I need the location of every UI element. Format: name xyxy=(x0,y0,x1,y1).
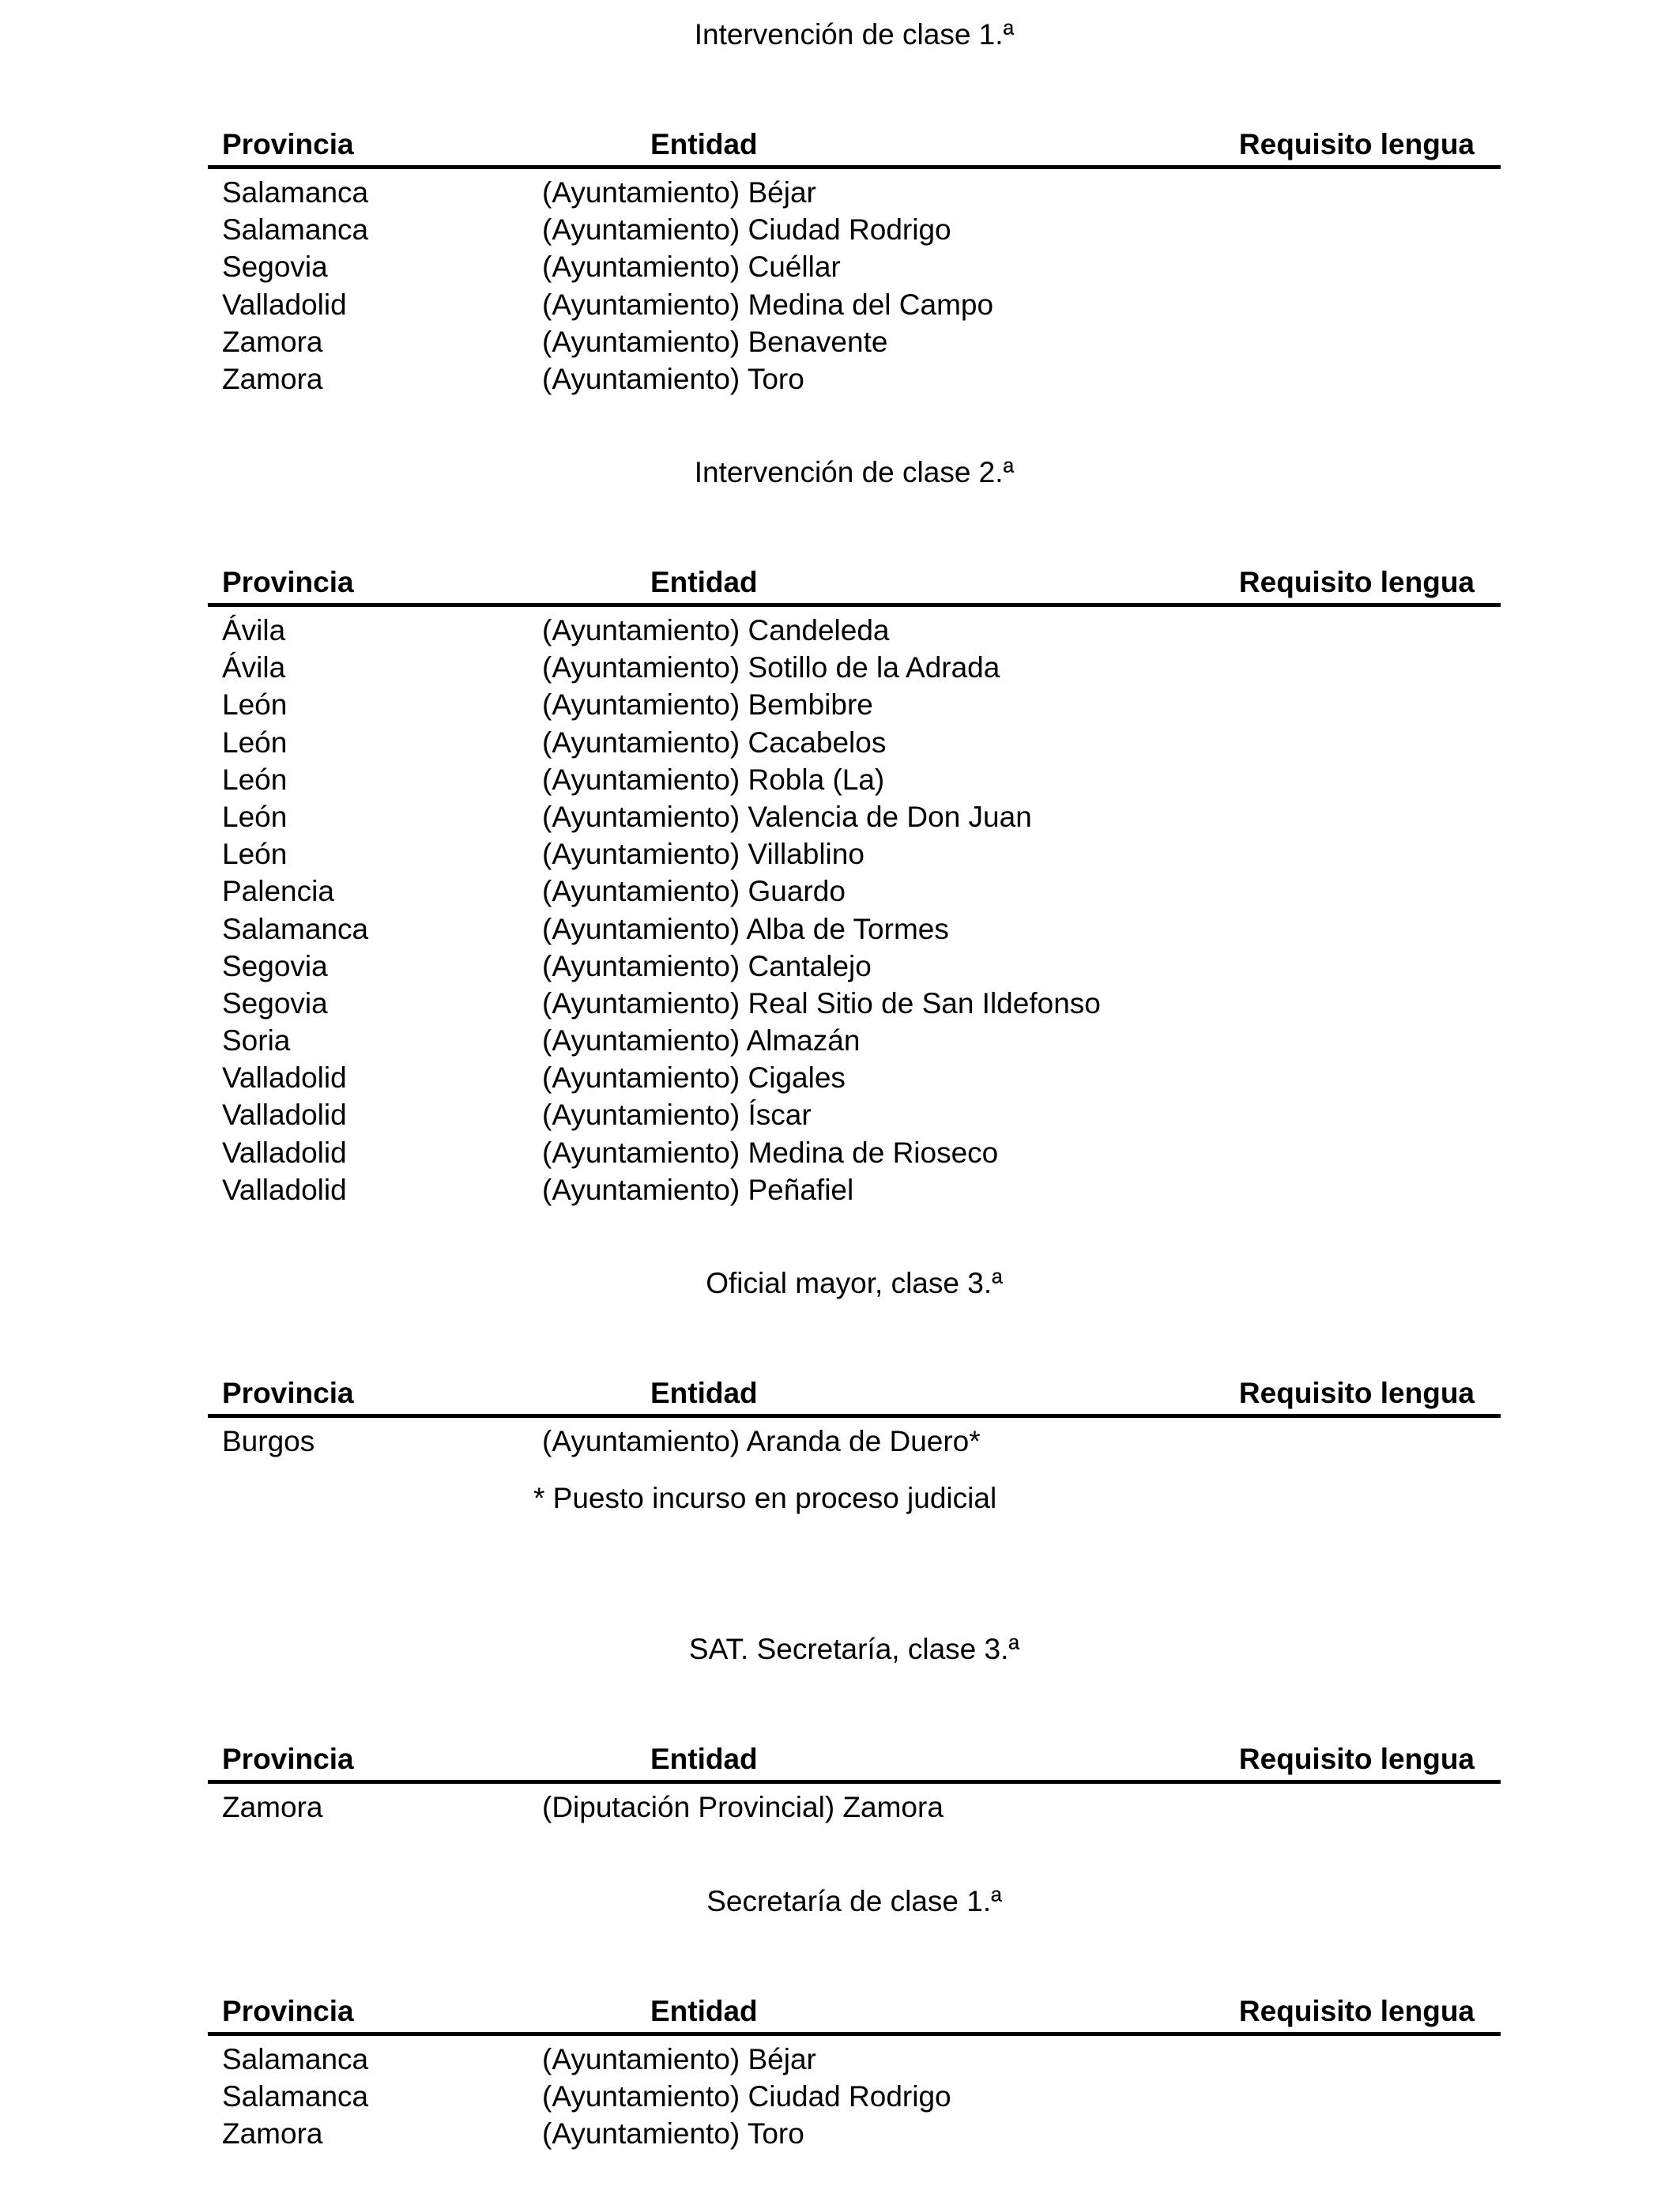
table-row xyxy=(208,724,1501,761)
cell-provincia: Salamanca xyxy=(222,213,369,247)
column-header-requisito-lengua: Requisito lengua xyxy=(1238,566,1475,598)
table-header xyxy=(208,1991,1501,2036)
cell-entidad: (Ayuntamiento) Almazán xyxy=(542,1024,861,1057)
footnote: * Puesto incurso en proceso judicial xyxy=(533,1482,997,1514)
cell-provincia: Valladolid xyxy=(222,1136,347,1169)
cell-entidad: (Diputación Provincial) Zamora xyxy=(542,1791,944,1823)
table-row xyxy=(208,286,1501,323)
column-header-requisito-lengua: Requisito lengua xyxy=(1238,128,1475,160)
cell-provincia: León xyxy=(222,763,288,796)
table-row xyxy=(208,2115,1501,2152)
cell-entidad: (Ayuntamiento) Sotillo de la Adrada xyxy=(542,651,1000,684)
cell-provincia: Salamanca xyxy=(222,2080,369,2113)
table-header xyxy=(208,124,1501,169)
cell-provincia: Segovia xyxy=(222,986,328,1020)
section-title: Intervención de clase 2.ª xyxy=(694,456,1015,488)
table-header xyxy=(208,1739,1501,1784)
cell-provincia: León xyxy=(222,726,288,759)
section-title: Secretaría de clase 1.ª xyxy=(706,1885,1002,1917)
cell-provincia: Soria xyxy=(222,1024,291,1057)
table-row xyxy=(208,174,1501,211)
table-body xyxy=(208,174,1501,398)
cell-provincia: Ávila xyxy=(222,651,286,684)
cell-provincia: Zamora xyxy=(222,362,323,395)
cell-provincia: Zamora xyxy=(222,325,323,358)
cell-provincia: Zamora xyxy=(222,2117,323,2151)
column-header-provincia: Provincia xyxy=(222,566,354,598)
column-header-provincia: Provincia xyxy=(222,1743,354,1775)
cell-entidad: (Ayuntamiento) Guardo xyxy=(542,875,846,908)
cell-provincia: León xyxy=(222,838,288,871)
table-row xyxy=(208,1171,1501,1208)
cell-entidad: (Ayuntamiento) Medina del Campo xyxy=(542,288,994,321)
cell-entidad: (Ayuntamiento) Toro xyxy=(542,2117,804,2151)
table-body xyxy=(208,2041,1501,2153)
cell-entidad: (Ayuntamiento) Toro xyxy=(542,362,804,395)
cell-entidad: (Ayuntamiento) Real Sitio de San Ildefonso xyxy=(542,986,1101,1020)
cell-entidad: (Ayuntamiento) Candeleda xyxy=(542,614,890,647)
table-row xyxy=(208,360,1501,398)
table-row xyxy=(208,248,1501,285)
table-body xyxy=(208,1423,1501,1460)
cell-entidad: (Ayuntamiento) Íscar xyxy=(542,1099,812,1132)
cell-provincia: Burgos xyxy=(222,1425,315,1457)
column-header-entidad: Entidad xyxy=(650,1995,758,2027)
table-header xyxy=(208,1373,1501,1418)
cell-provincia: Ávila xyxy=(222,614,286,647)
cell-provincia: Valladolid xyxy=(222,1173,347,1206)
cell-provincia: Palencia xyxy=(222,875,334,908)
table-row xyxy=(208,948,1501,985)
table-row xyxy=(208,985,1501,1022)
cell-provincia: Valladolid xyxy=(222,1099,347,1132)
cell-provincia: Zamora xyxy=(222,1791,323,1823)
table-row xyxy=(208,1423,1501,1460)
cell-entidad: (Ayuntamiento) Aranda de Duero* xyxy=(542,1425,981,1457)
column-header-provincia: Provincia xyxy=(222,1995,354,2027)
table-row xyxy=(208,211,1501,248)
cell-entidad: (Ayuntamiento) Robla (La) xyxy=(542,763,885,796)
column-header-entidad: Entidad xyxy=(650,1743,758,1775)
cell-entidad: (Ayuntamiento) Cigales xyxy=(542,1061,846,1095)
table-header xyxy=(208,562,1501,607)
table-row xyxy=(208,835,1501,873)
table-row xyxy=(208,612,1501,649)
table-row xyxy=(208,873,1501,910)
cell-entidad: (Ayuntamiento) Cacabelos xyxy=(542,726,887,759)
cell-entidad: (Ayuntamiento) Ciudad Rodrigo xyxy=(542,2080,951,2113)
table-body xyxy=(208,1789,1501,1826)
cell-entidad: (Ayuntamiento) Benavente xyxy=(542,325,888,358)
section-title: SAT. Secretaría, clase 3.ª xyxy=(688,1633,1020,1665)
table-row xyxy=(208,1096,1501,1133)
cell-provincia: Segovia xyxy=(222,251,328,284)
cell-provincia: Salamanca xyxy=(222,912,369,945)
column-header-requisito-lengua: Requisito lengua xyxy=(1238,1377,1475,1409)
column-header-requisito-lengua: Requisito lengua xyxy=(1238,1743,1475,1775)
cell-provincia: León xyxy=(222,800,288,833)
cell-entidad: (Ayuntamiento) Alba de Tormes xyxy=(542,912,949,945)
table-row xyxy=(208,1789,1501,1826)
cell-provincia: Salamanca xyxy=(222,2043,369,2075)
cell-entidad: (Ayuntamiento) Valencia de Don Juan xyxy=(542,800,1032,833)
table-row xyxy=(208,649,1501,686)
cell-provincia: León xyxy=(222,688,288,722)
cell-provincia: Valladolid xyxy=(222,288,347,321)
section-title: Intervención de clase 1.ª xyxy=(694,18,1015,51)
cell-entidad: (Ayuntamiento) Peñafiel xyxy=(542,1173,854,1206)
cell-entidad: (Ayuntamiento) Villablino xyxy=(542,838,864,871)
cell-entidad: (Ayuntamiento) Ciudad Rodrigo xyxy=(542,213,951,247)
column-header-entidad: Entidad xyxy=(650,128,758,160)
table-row xyxy=(208,910,1501,948)
cell-entidad: (Ayuntamiento) Béjar xyxy=(542,176,816,209)
table-row xyxy=(208,686,1501,723)
cell-entidad: (Ayuntamiento) Bembibre xyxy=(542,688,873,722)
column-header-provincia: Provincia xyxy=(222,1377,354,1409)
table-row xyxy=(208,2041,1501,2078)
column-header-entidad: Entidad xyxy=(650,566,758,598)
cell-entidad: (Ayuntamiento) Cantalejo xyxy=(542,949,872,982)
table-row xyxy=(208,1059,1501,1096)
cell-provincia: Segovia xyxy=(222,949,328,982)
section-title: Oficial mayor, clase 3.ª xyxy=(706,1267,1003,1299)
cell-entidad: (Ayuntamiento) Cuéllar xyxy=(542,251,841,284)
table-body xyxy=(208,612,1501,1208)
table-row xyxy=(208,2078,1501,2115)
cell-entidad: (Ayuntamiento) Béjar xyxy=(542,2043,816,2075)
column-header-provincia: Provincia xyxy=(222,128,354,160)
table-row xyxy=(208,323,1501,360)
column-header-entidad: Entidad xyxy=(650,1377,758,1409)
column-header-requisito-lengua: Requisito lengua xyxy=(1238,1995,1475,2027)
table-row xyxy=(208,761,1501,798)
cell-entidad: (Ayuntamiento) Medina de Rioseco xyxy=(542,1136,999,1169)
table-row xyxy=(208,798,1501,835)
cell-provincia: Salamanca xyxy=(222,176,369,209)
cell-provincia: Valladolid xyxy=(222,1061,347,1095)
table-row xyxy=(208,1022,1501,1059)
table-row xyxy=(208,1134,1501,1171)
